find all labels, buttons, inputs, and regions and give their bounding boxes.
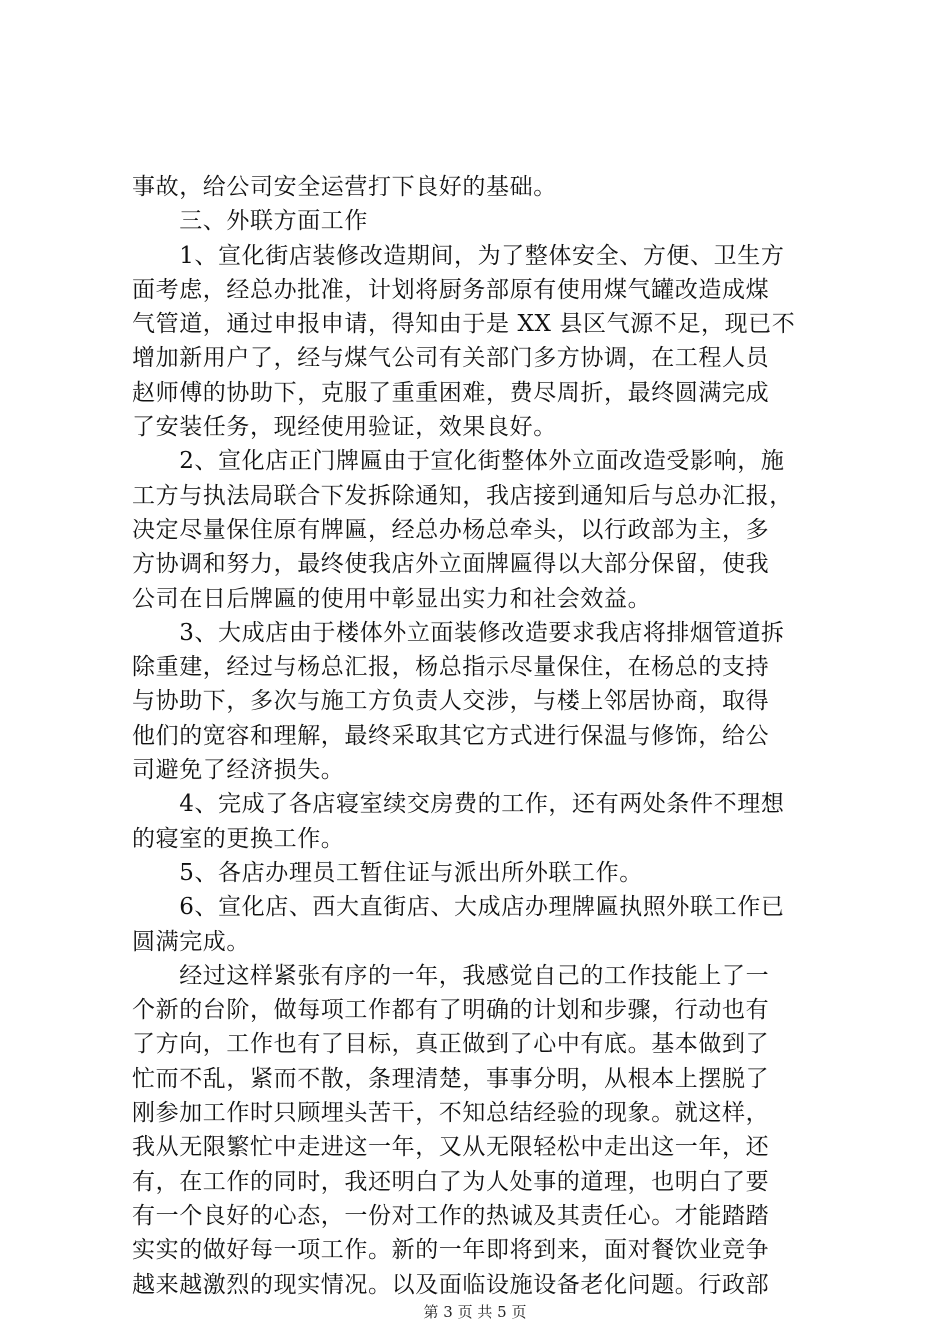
text-line: 气管道，通过申报申请，得知由于是 XX 县区气源不足，现已不 — [132, 311, 796, 338]
text-line: 刚参加工作时只顾埋头苦干，不知总结经验的现象。就这样， — [132, 1100, 770, 1127]
text-line: 4、完成了各店寝室续交房费的工作，还有两处条件不理想 — [132, 791, 785, 818]
text-line: 方协调和努力，最终使我店外立面牌匾得以大部分保留，使我 — [132, 551, 770, 578]
text-line: 事故，给公司安全运营打下良好的基础。 — [132, 174, 557, 200]
text-line: 实实的做好每一项工作。新的一年即将到来，面对餐饮业竞争 — [132, 1237, 770, 1264]
text-line: 圆满完成。 — [132, 928, 250, 955]
text-line: 3、大成店由于楼体外立面装修改造要求我店将排烟管道拆 — [132, 619, 785, 646]
text-line: 1、宣化街店装修改造期间，为了整体安全、方便、卫生方 — [132, 242, 785, 269]
text-line: 三、外联方面工作 — [132, 208, 368, 235]
text-line: 公司在日后牌匾的使用中彰显出实力和社会效益。 — [132, 585, 652, 612]
text-line: 与协助下，多次与施工方负责人交涉，与楼上邻居协商，取得 — [132, 688, 770, 715]
text-line: 除重建，经过与杨总汇报，杨总指示尽量保住，在杨总的支持 — [132, 654, 770, 681]
text-line: 6、宣化店、西大直街店、大成店办理牌匾执照外联工作已 — [132, 894, 785, 921]
text-line: 他们的宽容和理解，最终采取其它方式进行保温与修饰，给公 — [132, 722, 770, 749]
text-line: 有，在工作的同时，我还明白了为人处事的道理，也明白了要 — [132, 1168, 770, 1195]
page-footer: 第 3 页 共 5 页 — [423, 1303, 527, 1321]
text-line: 5、各店办理员工暂住证与派出所外联工作。 — [132, 859, 643, 886]
text-line: 的寝室的更换工作。 — [132, 825, 345, 852]
text-line: 工方与执法局联合下发拆除通知，我店接到通知后与总办汇报， — [132, 482, 793, 509]
text-line: 2、宣化店正门牌匾由于宣化街整体外立面改造受影响，施 — [132, 448, 785, 475]
text-line: 越来越激烈的现实情况。以及面临设施设备老化问题。行政部 — [132, 1271, 770, 1298]
text-line: 司避免了经济损失。 — [132, 757, 345, 784]
text-line: 了方向，工作也有了目标，真正做到了心中有底。基本做到了 — [132, 1031, 770, 1058]
text-line: 我从无限繁忙中走进这一年，又从无限轻松中走出这一年，还 — [132, 1134, 770, 1161]
text-line: 经过这样紧张有序的一年，我感觉自己的工作技能上了一 — [132, 962, 770, 989]
text-line: 忙而不乱，紧而不散，条理清楚，事事分明，从根本上摆脱了 — [132, 1065, 770, 1092]
text-line: 决定尽量保住原有牌匾，经总办杨总牵头，以行政部为主，多 — [132, 516, 770, 543]
text-line: 个新的台阶，做每项工作都有了明确的计划和步骤，行动也有 — [132, 997, 770, 1024]
text-line: 赵师傅的协助下，克服了重重困难，费尽周折，最终圆满完成 — [132, 379, 770, 406]
text-line: 有一个良好的心态，一份对工作的热诚及其责任心。才能踏踏 — [132, 1202, 770, 1229]
text-line: 面考虑，经总办批准，计划将厨务部原有使用煤气罐改造成煤 — [132, 276, 770, 303]
document-body — [132, 170, 832, 1302]
text-line: 了安装任务，现经使用验证，效果良好。 — [132, 414, 557, 441]
text-line: 增加新用户了，经与煤气公司有关部门多方协调，在工程人员 — [132, 345, 770, 372]
